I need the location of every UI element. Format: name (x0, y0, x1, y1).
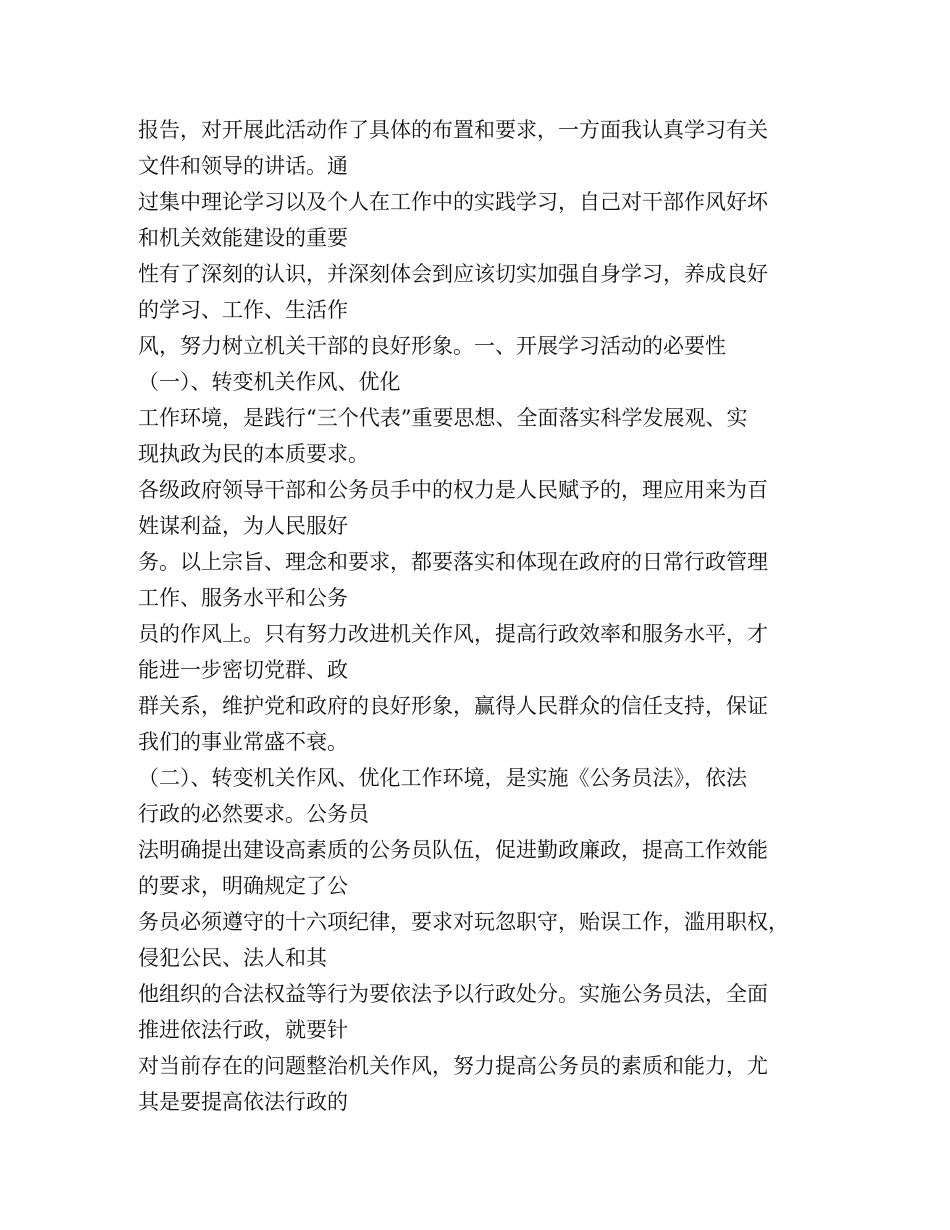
text-line: 性有了深刻的认识，并深刻体会到应该切实加强自身学习，养成良好 (138, 262, 768, 286)
text-line: 的要求，明确规定了公 (138, 874, 348, 898)
text-line: 群关系，维护党和政府的良好形象，赢得人民群众的信任支持，保证 (138, 694, 768, 718)
document-body (138, 112, 828, 1120)
text-line: 风，努力树立机关干部的良好形象。一、开展学习活动的必要性 (138, 334, 726, 358)
text-line: 的学习、工作、生活作 (138, 298, 348, 322)
text-line: 现执政为民的本质要求。 (138, 442, 369, 466)
text-line: 能进一步密切党群、政 (138, 658, 348, 682)
text-line: 过集中理论学习以及个人在工作中的实践学习，自己对干部作风好坏 (138, 190, 768, 214)
text-line: 其是要提高依法行政的 (138, 1090, 348, 1114)
text-line: 姓谋利益，为人民服好 (138, 514, 348, 538)
text-line: 侵犯公民、法人和其 (138, 946, 327, 970)
text-line: 报告，对开展此活动作了具体的布置和要求，一方面我认真学习有关 (138, 118, 768, 142)
text-line: 员的作风上。只有努力改进机关作风，提高行政效率和服务水平，才 (138, 622, 768, 646)
text-line: 行政的必然要求。公务员 (138, 802, 369, 826)
text-line: （一）、转变机关作风、优化 (138, 370, 401, 394)
text-line: 工作环境，是践行“三个代表”重要思想、全面落实科学发展观、实 (138, 406, 748, 430)
text-line: 文件和领导的讲话。通 (138, 154, 348, 178)
text-line: 务员必须遵守的十六项纪律，要求对玩忽职守，贻误工作，滥用职权， (138, 910, 789, 934)
text-line: 法明确提出建设高素质的公务员队伍，促进勤政廉政，提高工作效能 (138, 838, 768, 862)
text-line: 工作、服务水平和公务 (138, 586, 348, 610)
text-line: （二）、转变机关作风、优化工作环境，是实施《公务员法》，依法 (138, 766, 747, 790)
text-line: 他组织的合法权益等行为要依法予以行政处分。实施公务员法，全面 (138, 982, 768, 1006)
text-line: 务。以上宗旨、理念和要求，都要落实和体现在政府的日常行政管理 (138, 550, 768, 574)
text-line: 我们的事业常盛不衰。 (138, 730, 348, 754)
text-line: 和机关效能建设的重要 (138, 226, 348, 250)
text-line: 推进依法行政，就要针 (138, 1018, 348, 1042)
text-line: 各级政府领导干部和公务员手中的权力是人民赋予的，理应用来为百 (138, 478, 768, 502)
text-line: 对当前存在的问题整治机关作风，努力提高公务员的素质和能力，尤 (138, 1054, 768, 1078)
